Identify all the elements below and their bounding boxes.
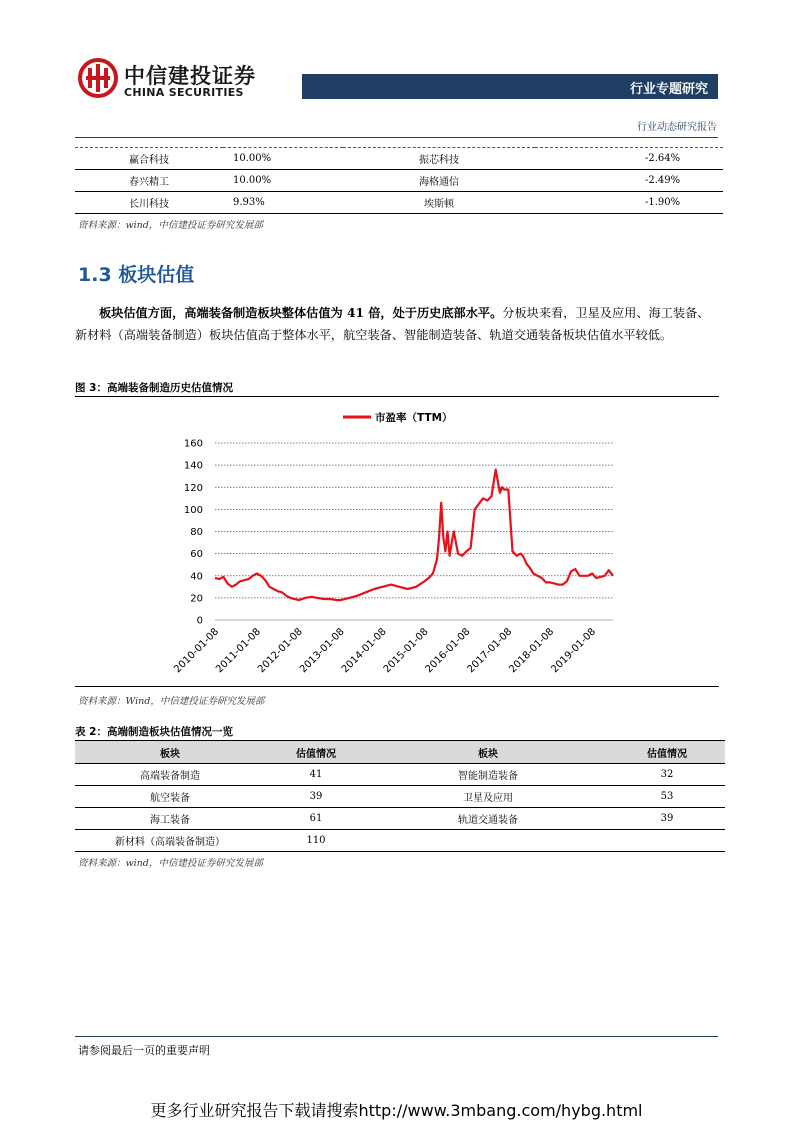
x-tick-label: 2018-01-08 [507, 626, 557, 676]
table-cell: 海格通信 [343, 170, 535, 192]
table-cell: 智能制造装备 [367, 764, 609, 786]
logo-icon [78, 58, 118, 98]
series-line-pe [215, 470, 613, 600]
header-cell: 估值情况 [609, 741, 725, 764]
header-cell: 板块 [75, 741, 265, 764]
y-tick-label: 100 [183, 504, 203, 516]
table-row [75, 192, 723, 214]
chart-legend [343, 411, 453, 424]
x-tick-label: 2011-01-08 [214, 626, 264, 676]
footer-disclaimer: 请参阅最后一页的重要声明 [78, 1044, 210, 1057]
header-cell: 板块 [367, 741, 609, 764]
x-tick-label: 2017-01-08 [465, 626, 515, 676]
source-note-1: 资料来源：wind，中信建投证券研究发展部 [78, 220, 263, 231]
table-cell: 10.00% [223, 170, 343, 192]
table-cell: -2.64% [535, 148, 723, 170]
table-row [75, 786, 725, 808]
logo-text-cn: 中信建投证券 [124, 63, 256, 88]
table-cell: 9.93% [223, 192, 343, 214]
table-cell: -2.49% [535, 170, 723, 192]
table-cell: 赢合科技 [75, 148, 223, 170]
table-cell: 39 [265, 786, 367, 808]
table-cell: 海工装备 [75, 808, 265, 830]
header-subtitle: 行业动态研究报告 [637, 122, 717, 133]
y-tick-label: 160 [183, 438, 203, 450]
paragraph-bold-lead: 板块估值方面，高端装备制造板块整体估值为 41 倍，处于历史底部水平。 [99, 306, 503, 320]
table-cell: 39 [609, 808, 725, 830]
table-cell: 32 [609, 764, 725, 786]
top-change-table [75, 147, 723, 214]
table-cell: 41 [265, 764, 367, 786]
paragraph-body: 分板块来看，卫星及应用、海工装备、新材料（高端装备制造）板块估值高于整体水平，航空装备、智能制造装备、轨道交通装备板块估值水平较低。 [75, 306, 710, 342]
header-cell: 估值情况 [265, 741, 367, 764]
y-tick-label: 80 [190, 527, 203, 538]
y-tick-label: 60 [190, 549, 203, 561]
x-tick-label: 2010-01-08 [172, 626, 222, 676]
y-tick-label: 120 [183, 482, 203, 494]
source-note-2: 资料来源：Wind，中信建投证券研究发展部 [78, 696, 265, 707]
section-title: 1.3 板块估值 [78, 264, 195, 286]
table-cell: 新材料（高端装备制造） [75, 830, 265, 852]
x-tick-label: 2013-01-08 [297, 626, 347, 676]
source-note-3: 资料来源：wind，中信建投证券研究发展部 [78, 858, 263, 869]
valuation-table [75, 740, 725, 852]
header-title: 行业专题研究 [629, 82, 708, 97]
table-title: 表 2：高端制造板块估值情况一览 [75, 726, 233, 738]
x-tick-label: 2016-01-08 [423, 626, 473, 676]
table-cell [367, 830, 609, 852]
table-row [75, 808, 725, 830]
figure-top-rule [75, 396, 719, 397]
y-tick-label: 0 [196, 615, 203, 627]
table-cell: 航空装备 [75, 786, 265, 808]
y-tick-label: 140 [183, 460, 203, 472]
table-cell: 轨道交通装备 [367, 808, 609, 830]
figure-title: 图 3：高端装备制造历史估值情况 [75, 382, 233, 394]
table-cell: 10.00% [223, 148, 343, 170]
y-tick-label: 40 [190, 571, 203, 583]
footer-divider [75, 1036, 718, 1037]
table-cell [609, 830, 725, 852]
download-link-text[interactable]: 更多行业研究报告下载请搜索http://www.3mbang.com/hybg.html [150, 1101, 643, 1120]
table-cell: -1.90% [535, 192, 723, 214]
header-bar [302, 74, 718, 99]
table-cell: 53 [609, 786, 725, 808]
table-row [75, 830, 725, 852]
header-divider [75, 137, 718, 138]
figure-bottom-rule [75, 686, 719, 687]
table-header-row [75, 741, 725, 764]
pe-line-chart [75, 400, 723, 688]
table-cell: 春兴精工 [75, 170, 223, 192]
table-cell: 110 [265, 830, 367, 852]
table-cell: 61 [265, 808, 367, 830]
section-paragraph [75, 302, 719, 346]
logo-text-en: CHINA SECURITIES [124, 86, 244, 99]
table-cell: 振芯科技 [343, 148, 535, 170]
x-tick-label: 2012-01-08 [256, 626, 305, 676]
table-row [75, 764, 725, 786]
table-cell: 卫星及应用 [367, 786, 609, 808]
legend-label: 市盈率（TTM） [375, 412, 453, 424]
table-cell: 长川科技 [75, 192, 223, 214]
x-tick-label: 2014-01-08 [339, 626, 389, 676]
x-tick-label: 2015-01-08 [381, 626, 431, 676]
y-tick-label: 20 [190, 593, 203, 605]
x-tick-label: 2019-01-08 [549, 626, 599, 676]
table-cell: 高端装备制造 [75, 764, 265, 786]
table-row [75, 148, 723, 170]
table-row [75, 170, 723, 192]
table-cell: 埃斯顿 [343, 192, 535, 214]
